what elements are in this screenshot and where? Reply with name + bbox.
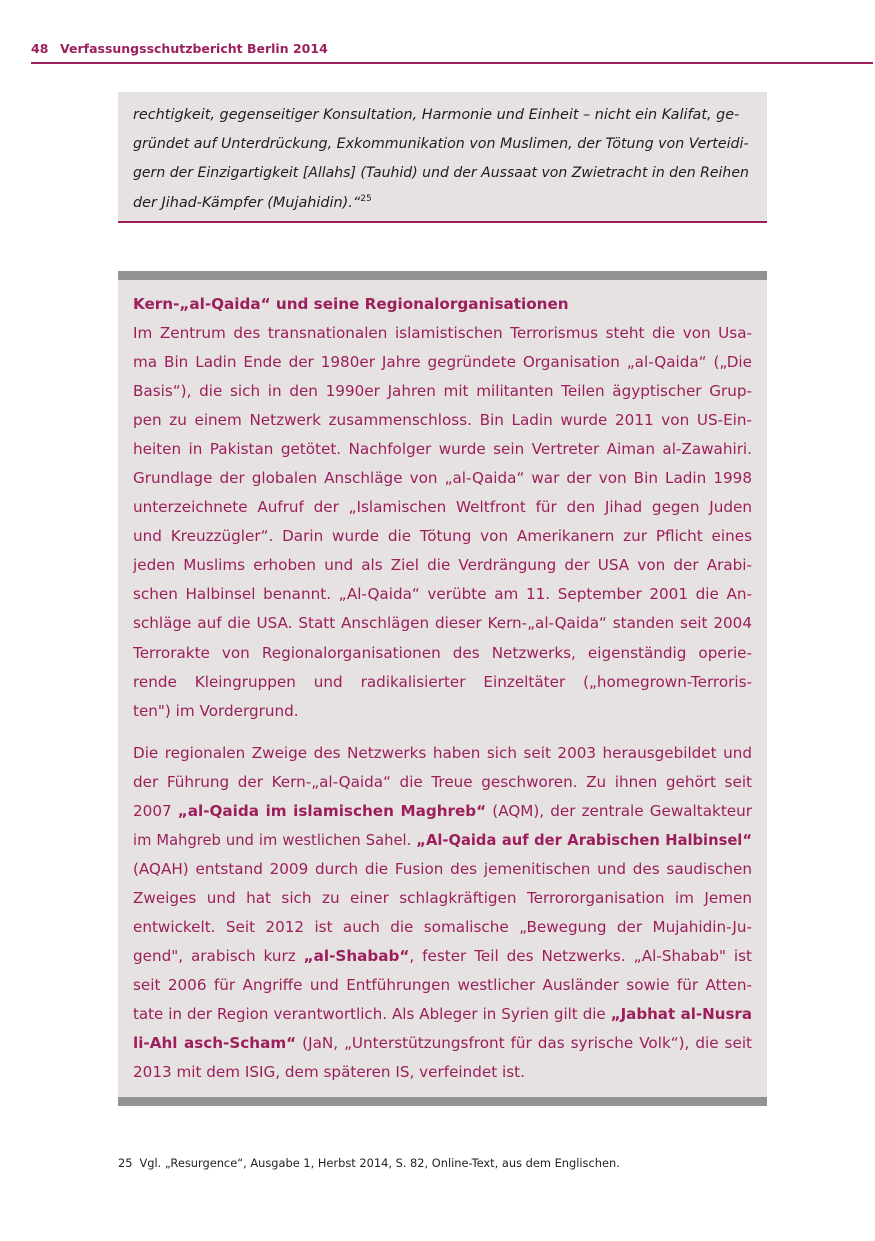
running-header	[31, 40, 873, 64]
text-line: entwickelt. Seit 2012 ist auch die somalische „Bewegung der Mujahidin-Ju-	[133, 917, 752, 936]
text-line: Grundlage der globalen Anschläge von „al-Qaida“ war der von Bin Ladin 1998	[133, 469, 752, 488]
quote-line-last: der Jihad-Kämpfer (Mujahidin).“$^{25}$	[133, 193, 372, 211]
text-line: Die regionalen Zweige des Netzwerks haben sich seit 2003 herausgebildet und	[133, 743, 752, 762]
org-name-aqm: „al-Qaida im islamischen Maghreb“	[177, 801, 487, 820]
org-name-aqah: „Al-Qaida auf der Arabischen Halbinsel“	[416, 831, 752, 849]
quote-text	[133, 101, 752, 218]
footnote-reference: 25	[360, 193, 372, 204]
text-line: pen zu einem Netzwerk zusammenschloss. Bin Ladin wurde 2011 von US-Ein-	[133, 411, 752, 430]
text-line: ten") im Vordergrund.	[133, 701, 299, 720]
text-line: 2007 „al-Qaida im islamischen Maghreb“ (AQM), der zentrale Gewaltakteur	[133, 801, 752, 820]
footnote	[118, 1156, 620, 1170]
quote-line: rechtigkeit, gegenseitiger Konsultation, Harmonie und Einheit – nicht ein Kalifat, ge-	[133, 107, 740, 123]
text-line: und Kreuzzügler“. Darin wurde die Tötung von Amerikanern zur Pflicht eines	[133, 527, 752, 546]
info-box-title: Kern-„al-Qaida“ und seine Regionalorganisationen	[133, 295, 569, 313]
footnote-text: Vgl. „Resurgence“, Ausgabe 1, Herbst 2014, S. 82, Online-Text, aus dem Englischen.	[139, 1156, 620, 1170]
text-line: ma Bin Ladin Ende der 1980er Jahre gegründete Organisation „al-Qaida“ („Die	[133, 353, 752, 372]
text-line: (AQAH) entstand 2009 durch die Fusion des jemenitischen und des saudischen	[133, 859, 752, 878]
text-line: Terrorakte von Regionalorganisationen des Netzwerks, eigenständig operie-	[133, 643, 752, 662]
text-line: tate in der Region verantwortlich. Als Ableger in Syrien gilt die „Jabhat al-Nusra	[133, 1005, 752, 1024]
text-line: gend", arabisch kurz „al-Shabab“, fester Teil des Netzwerks. „Al-Shabab" ist	[133, 946, 752, 965]
text-line: li-Ahl asch-Scham“ (JaN, „Unterstützungsfront für das syrische Volk“), die seit	[133, 1034, 752, 1053]
page-number: 48	[31, 41, 49, 56]
text-line: heiten in Pakistan getötet. Nachfolger wurde sein Vertreter Aiman al-Zawahiri.	[133, 440, 752, 459]
text-line: der Führung der Kern-„al-Qaida“ die Treue geschworen. Zu ihnen gehört seit	[133, 772, 752, 791]
text-line: schen Halbinsel benannt. „Al-Qaida“ verübte am 11. September 2001 die An-	[133, 585, 752, 604]
info-paragraph-1	[133, 319, 752, 726]
text-line: Zweiges und hat sich zu einer schlagkräftigen Terrororganisation im Jemen	[133, 888, 752, 907]
org-name-jabhat-al-nusra-cont: li-Ahl asch-Scham“	[133, 1034, 297, 1053]
quote-line: gern der Einzigartigkeit [Allahs] (Tauhid) und der Aussaat von Zwietracht in den Reihen	[133, 165, 749, 182]
quote-box	[118, 92, 767, 223]
info-box	[118, 271, 767, 1106]
text-line: 2013 mit dem ISIG, dem späteren IS, verfeindet ist.	[133, 1063, 525, 1082]
text-line: Basis“), die sich in den 1990er Jahren mit militanten Teilen ägyptischer Grup-	[133, 382, 752, 401]
text-line: jeden Muslims erhoben und als Ziel die Verdrängung der USA von der Arabi-	[133, 556, 752, 575]
org-name-al-shabab: „al-Shabab“	[303, 946, 410, 965]
text-line: rende Kleingruppen und radikalisierter Einzeltäter („homegrown-Terroris-	[133, 672, 752, 691]
text-line: im Mahgreb und im westlichen Sahel. „Al-Qaida auf der Arabischen Halbinsel“	[133, 831, 752, 849]
info-paragraph-2	[133, 739, 752, 1088]
org-name-jabhat-al-nusra: „Jabhat al-Nusra	[610, 1005, 752, 1024]
text-line: schläge auf die USA. Statt Anschlägen dieser Kern-„al-Qaida“ standen seit 2004	[133, 614, 752, 633]
text-line: seit 2006 für Angriffe und Entführungen westlicher Ausländer sowie für Atten-	[133, 976, 752, 995]
text-line: unterzeichnete Aufruf der „Islamischen Weltfront für den Jihad gegen Juden	[133, 498, 752, 517]
quote-line: gründet auf Unterdrückung, Exkommunikation von Muslimen, der Tötung von Verteidi-	[133, 136, 749, 153]
header-title: Verfassungsschutzbericht Berlin 2014	[60, 41, 328, 56]
text-line: Im Zentrum des transnationalen islamistischen Terrorismus steht die von Usa-	[133, 324, 752, 342]
footnote-number: 25	[118, 1156, 133, 1170]
